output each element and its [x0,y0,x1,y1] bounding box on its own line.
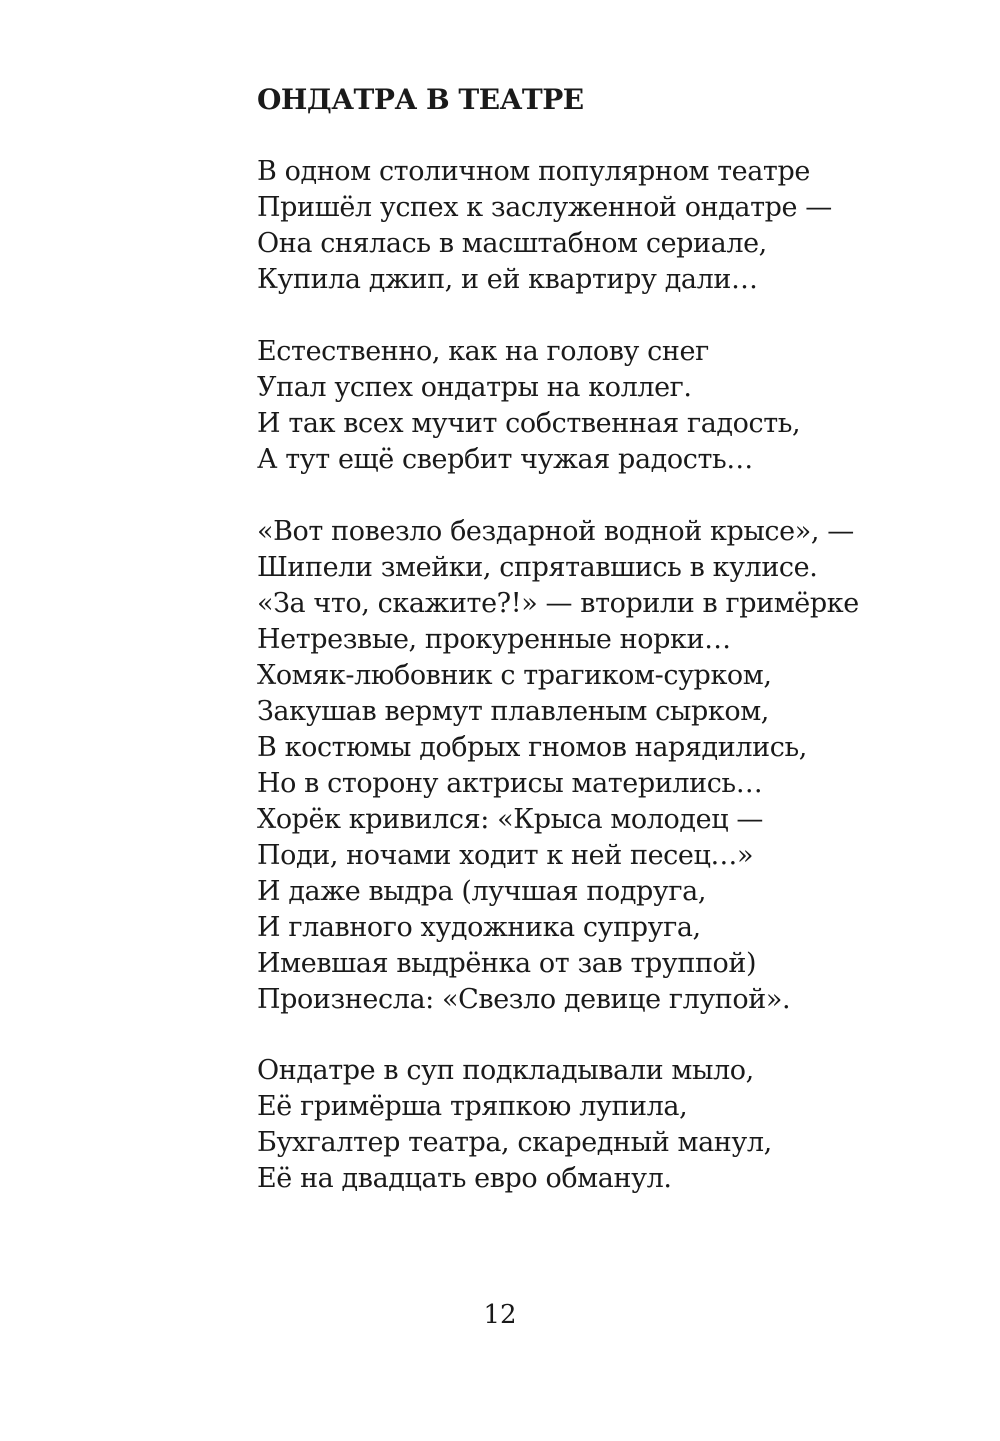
poem-line: И так всех мучит собственная гадость, [257,408,801,439]
poem-line: Она снялась в масштабном сериале, [257,228,767,259]
stanza-4 [257,1053,772,1197]
poem-line: Поди, ночами ходит к ней песец…» [257,840,754,871]
poem-line: Имевшая выдрёнка от зав труппой) [257,948,757,979]
poem-line: Пришёл успех к заслуженной ондатре — [257,192,832,223]
poem-line: «Вот повезло бездарной водной крысе», — [257,516,854,547]
poem-line: Произнесла: «Свезло девице глупой». [257,984,791,1015]
poem-line: «За что, скажите?!» — вторили в гримёрке [257,588,859,619]
poem-line: Хорёк кривился: «Крыса молодец — [257,804,763,835]
poem-line: Хомяк-любовник с трагиком-сурком, [257,660,772,691]
stanza-2 [257,334,800,478]
poem-line: Естественно, как на голову снег [257,336,709,367]
poem-line: В костюмы добрых гномов нарядились, [257,732,807,763]
poem-line: И главного художника супруга, [257,912,701,943]
poem-line: Закушав вермут плавленым сырком, [257,696,769,727]
poem-line: Но в сторону актрисы матерились… [257,768,763,799]
poem-line: Нетрезвые, прокуренные норки… [257,624,731,655]
poem-line: Её гримёрша тряпкою лупила, [257,1091,688,1122]
page-number: 12 [483,1300,517,1330]
stanza-3 [257,514,859,1018]
poem-line: Её на двадцать евро обманул. [257,1163,672,1194]
poem-line: Бухгалтер театра, скаредный манул, [257,1127,772,1158]
poem-line: Упал успех ондатры на коллег. [257,372,692,403]
poem-line: А тут ещё свербит чужая радость… [257,444,753,475]
poem-line: Купила джип, и ей квартиру дали… [257,264,758,295]
poem-title: ОНДАТРА В ТЕАТРЕ [257,83,584,116]
stanza-1 [257,154,832,298]
poem-line: И даже выдра (лучшая подруга, [257,876,707,907]
poem-line: В одном столичном популярном театре [257,156,810,187]
poem-line: Шипели змейки, спрятавшись в кулисе. [257,552,818,583]
poem-line: Ондатре в суп подкладывали мыло, [257,1055,754,1086]
